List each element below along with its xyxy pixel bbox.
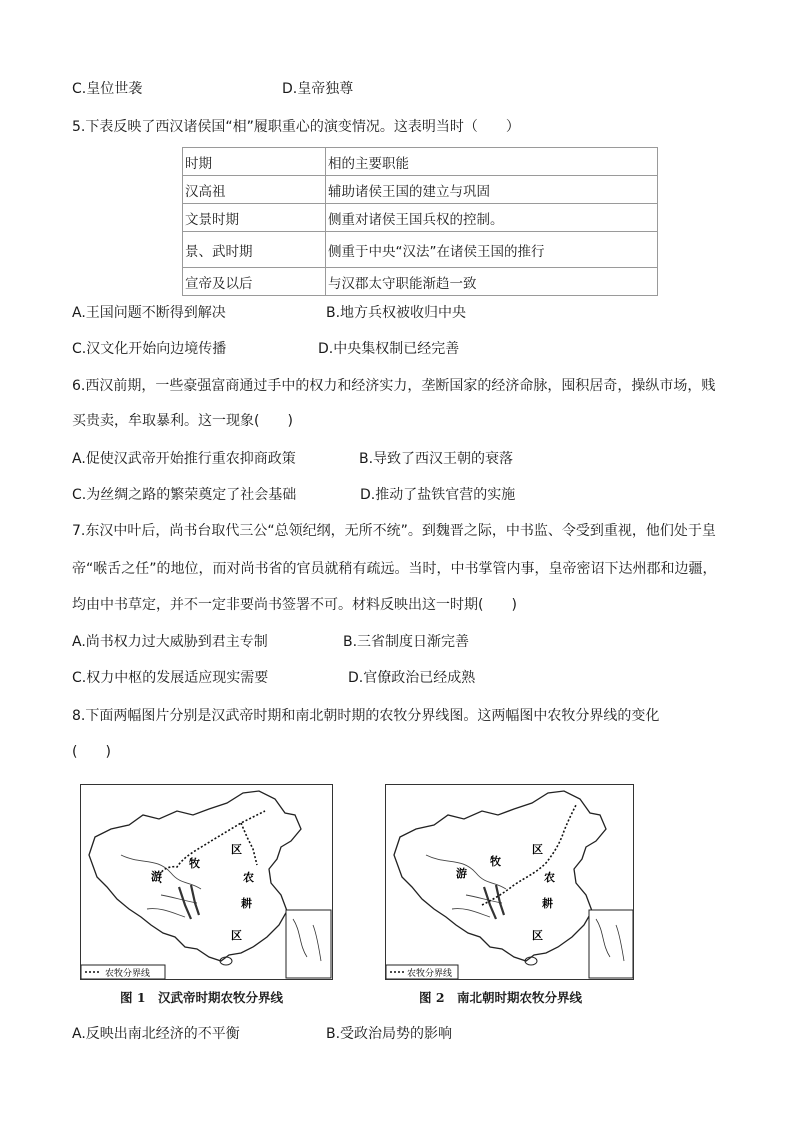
q7-option-b: B.三省制度日渐完善 — [343, 634, 470, 650]
q7-option-a: A.尚书权力过大威胁到君主专制 — [72, 634, 268, 650]
map1-label-you: 游 — [151, 870, 162, 883]
q5-table — [182, 147, 658, 296]
map2-label-you: 游 — [456, 867, 467, 880]
q5-option-a: A.王国问题不断得到解决 — [72, 305, 226, 321]
q6-option-b: B.导致了西汉王朝的衰落 — [359, 451, 514, 467]
map-nanbeichao — [385, 784, 634, 980]
table-header-period: 时期 — [183, 148, 326, 176]
china-outline-graphic — [81, 785, 332, 979]
table-header-function: 相的主要职能 — [326, 148, 658, 176]
table-cell: 侧重对诸侯王国兵权的控制。 — [326, 204, 658, 232]
q8-option-a: A.反映出南北经济的不平衡 — [72, 1026, 240, 1042]
table-row — [183, 148, 658, 176]
table-cell: 辅助诸侯王国的建立与巩固 — [326, 176, 658, 204]
q8-option-b: B.受政治局势的影响 — [326, 1026, 453, 1042]
table-cell: 与汉郡太守职能渐趋一致 — [326, 268, 658, 296]
q4-option-d: D.皇帝独尊 — [282, 81, 354, 97]
q6-option-c: C.为丝绸之路的繁荣奠定了社会基础 — [72, 487, 297, 503]
q7-stem-line1: 7.东汉中叶后，尚书台取代三公“总领纪纲，无所不统”。到魏晋之际，中书监、令受到重视，他们处于皇 — [72, 523, 716, 539]
q7-stem-line3: 均由中书草定，并不一定非要尚书签署不可。材料反映出这一时期( ) — [72, 597, 517, 613]
map1-legend-text: 农牧分界线 — [105, 969, 151, 979]
q5-option-c: C.汉文化开始向边境传播 — [72, 341, 227, 357]
map2-label-qu-bottom: 区 — [532, 929, 543, 942]
map1-label-qu-bottom: 区 — [231, 929, 242, 942]
q6-stem-line1: 6.西汉前期，一些豪强富商通过手中的权力和经济实力，垄断国家的经济命脉，囤积居奇，操纵市场，贱 — [72, 378, 716, 394]
map2-label-mu: 牧 — [490, 855, 501, 868]
table-cell: 侧重于中央“汉法”在诸侯王国的推行 — [326, 232, 658, 268]
map2-legend-text: 农牧分界线 — [407, 969, 453, 979]
table-cell: 文景时期 — [183, 204, 326, 232]
map1-label-mu: 牧 — [189, 857, 200, 870]
q8-stem-line2: ( ) — [72, 744, 111, 760]
map1-label-nong: 农 — [243, 871, 254, 884]
table-cell: 汉高祖 — [183, 176, 326, 204]
q4-option-c: C.皇位世袭 — [72, 81, 143, 97]
q6-option-a: A.促使汉武帝开始推行重农抑商政策 — [72, 451, 296, 467]
map2-caption: 图 2 南北朝时期农牧分界线 — [419, 990, 583, 1005]
table-row — [183, 176, 658, 204]
q7-stem-line2: 帝“喉舌之任”的地位，而对尚书省的官员就稍有疏远。当时，中书掌管内事，皇帝密诏下达州郡和边疆， — [72, 561, 717, 577]
q5-stem: 5.下表反映了西汉诸侯国“相”履职重心的演变情况。这表明当时（ ） — [72, 119, 520, 135]
map1-caption: 图 1 汉武帝时期农牧分界线 — [120, 990, 284, 1005]
table-cell: 宣帝及以后 — [183, 268, 326, 296]
table-row — [183, 268, 658, 296]
map2-label-nong: 农 — [544, 871, 555, 884]
map-han-wudi — [80, 784, 333, 980]
q5-option-d: D.中央集权制已经完善 — [318, 341, 460, 357]
q6-option-d: D.推动了盐铁官营的实施 — [360, 487, 516, 503]
q7-option-c: C.权力中枢的发展适应现实需要 — [72, 670, 269, 686]
map2-label-qu-top: 区 — [532, 843, 543, 856]
table-row — [183, 204, 658, 232]
q5-option-b: B.地方兵权被收归中央 — [326, 305, 467, 321]
q7-option-d: D.官僚政治已经成熟 — [348, 670, 476, 686]
map1-label-geng: 耕 — [241, 897, 252, 910]
china-outline-graphic — [386, 785, 633, 979]
map1-label-qu-top: 区 — [231, 843, 242, 856]
table-cell: 景、武时期 — [183, 232, 326, 268]
q6-stem-line2: 买贵卖，牟取暴利。这一现象( ) — [72, 413, 293, 429]
map2-label-geng: 耕 — [542, 897, 553, 910]
table-row — [183, 232, 658, 268]
q8-stem-line1: 8.下面两幅图片分别是汉武帝时期和南北朝时期的农牧分界线图。这两幅图中农牧分界线的变化 — [72, 708, 660, 724]
